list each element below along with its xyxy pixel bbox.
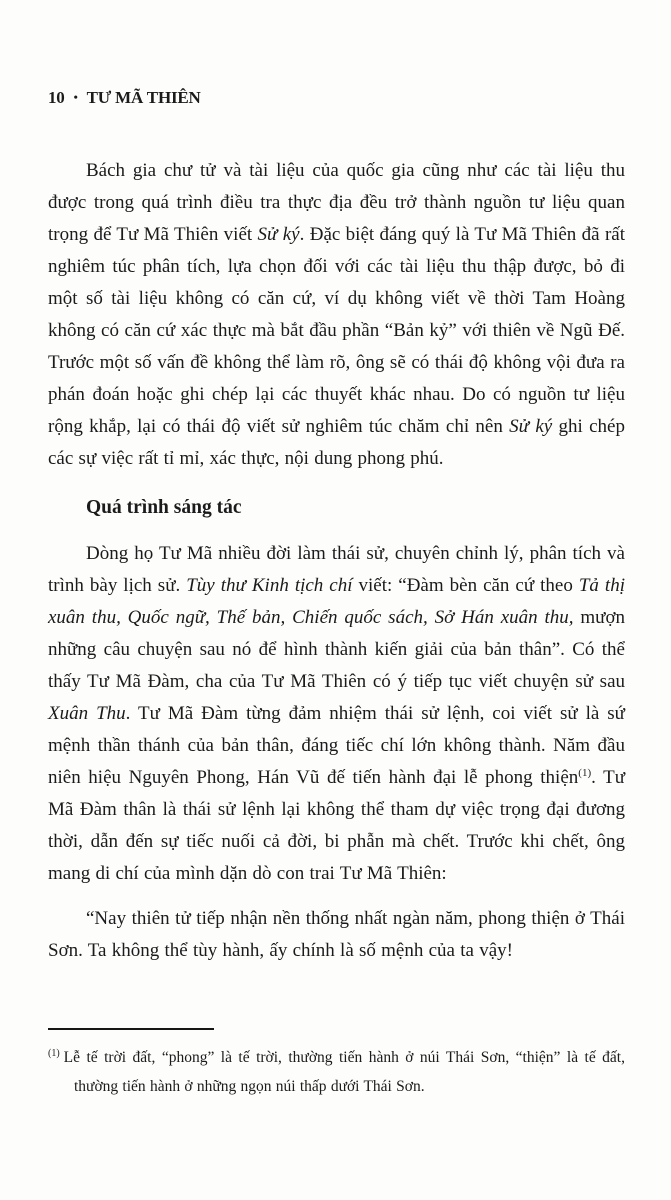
paragraph-text: Dòng họ Tư Mã nhiều đời làm thái sử, chuyên chỉnh lý, phân tích và trình bày lịch sử. bbox=[48, 543, 625, 596]
footnote-divider bbox=[48, 1028, 214, 1030]
paragraph-text: . Tư Mã Đàm thân là thái sử lệnh lại không thể tham dự việc trọng đại đương thời, dẫn đến sự tiếc nuối cả đời, bi phẫn mà chết. Trước khi chết, ông mang di chí của mình dặn dò con trai Tư Mã Thiên: bbox=[48, 767, 626, 884]
book-title-su-ky: Sử ký bbox=[509, 416, 553, 437]
paragraph-sources bbox=[48, 155, 625, 475]
footnote-area bbox=[48, 1028, 625, 1101]
book-title-tuy-thu: Tùy thư Kinh tịch chí bbox=[186, 575, 353, 596]
paragraph-text: . Đặc biệt đáng quý là Tư Mã Thiên đã rất nghiêm túc phân tích, lựa chọn đối với các tài liệu thu thập được, bỏ đi một số tài liệu không có căn cứ, ví dụ không viết về thời Tam Hoàng không có căn cứ xác thực mà bắt đầu phần “Bản kỷ” với thiên về Ngũ Đế. Trước một số vấn đề không thể làm rõ, ông sẽ có thái độ không vội đưa ra phán đoán hoặc ghi chép lại các thuyết khác nhau. Do có nguồn tư liệu rộng khắp, lại có thái độ viết sử nghiêm túc chăm chỉ nên bbox=[48, 224, 625, 437]
footnote bbox=[48, 1039, 625, 1101]
quote-text: “Nay thiên tử tiếp nhận nền thống nhất ngàn năm, phong thiện ở Thái Sơn. Ta không thể tùy hành, ấy chính là số mệnh của ta vậy! bbox=[48, 908, 625, 961]
paragraph-text: Bách gia chư tử và tài liệu của quốc gia cũng như các tài liệu thu được trong quá trình điều tra thực địa đều trở thành nguồn tư liệu quan trọng để Tư Mã Thiên viết bbox=[48, 160, 625, 245]
paragraph-text: ghi chép các sự việc rất tỉ mỉ, xác thực, nội dung phong phú. bbox=[48, 416, 625, 469]
page-number: 10 bbox=[48, 88, 65, 107]
footnote-text: Lễ tế trời đất, “phong” là tế trời, thường tiến hành ở núi Thái Sơn, “thiện” là tế đất, thường tiến hành ở những ngọn núi thấp dưới Thái Sơn. bbox=[63, 1049, 625, 1095]
page-body bbox=[48, 155, 625, 967]
paragraph-text: . Tư Mã Đàm từng đảm nhiệm thái sử lệnh, coi viết sử là sứ mệnh thần thánh của bản thân, đáng tiếc chí lớn không thành. Năm đầu niên hiệu Nguyên Phong, Hán Vũ đế tiến hành đại lễ phong thiện bbox=[48, 703, 625, 788]
footnote-marker: (1) bbox=[48, 1048, 60, 1059]
page-header bbox=[48, 88, 201, 108]
footnote-reference: (1) bbox=[578, 767, 592, 779]
paragraph-text: viết: “Đàm bèn căn cứ theo bbox=[352, 575, 579, 596]
paragraph-sima-family bbox=[48, 538, 625, 890]
quote-paragraph bbox=[48, 903, 625, 967]
book-title-list: Tả thị xuân thu, Quốc ngữ, Thế bản, Chiến quốc sách, Sở Hán xuân thu, bbox=[48, 575, 625, 628]
book-title-su-ky: Sử ký bbox=[257, 224, 300, 245]
bullet-separator-icon: • bbox=[73, 90, 78, 104]
paragraph-text: mượn những câu chuyện sau nó để hình thành kiến giải của bản thân”. Có thể thấy Tư Mã Đàm, cha của Tư Mã Thiên có ý tiếp tục viết chuyện sử sau bbox=[48, 607, 625, 692]
running-title: TƯ MÃ THIÊN bbox=[86, 88, 201, 107]
section-heading: Quá trình sáng tác bbox=[86, 497, 242, 518]
book-title-xuan-thu: Xuân Thu bbox=[48, 703, 126, 724]
